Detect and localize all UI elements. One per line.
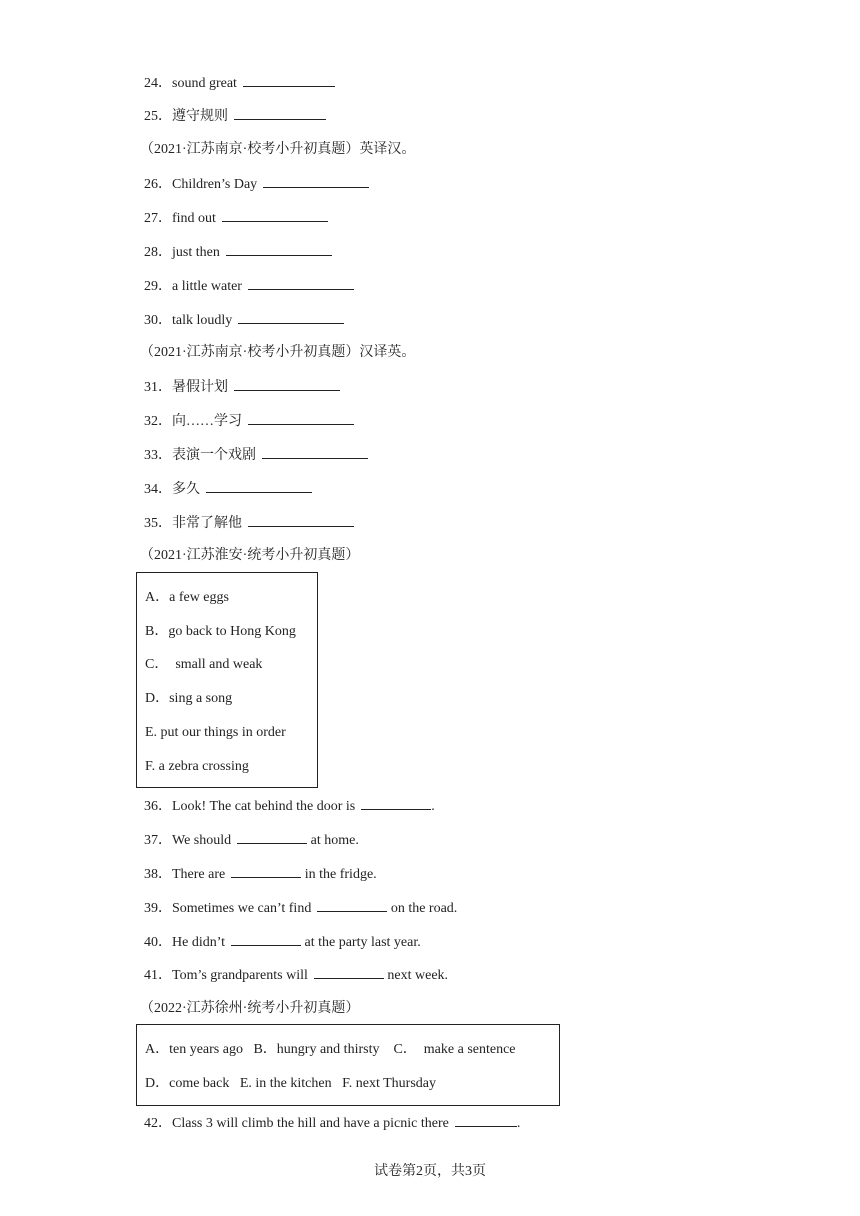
answer-blank[interactable] xyxy=(231,933,301,946)
section-heading-huaian: （2021·江苏淮安·统考小升初真题） xyxy=(140,548,360,563)
word-bank-row: A．ten years ago B．hungry and thirsty C． make a sentence xyxy=(145,1042,516,1057)
question-number: 39． xyxy=(144,901,172,916)
word-bank-option: A．a few eggs xyxy=(145,590,229,605)
question-text: Tom’s grandparents will xyxy=(172,968,308,983)
section-heading-zh-en: （2021·江苏南京·校考小升初真题）汉译英。 xyxy=(140,345,416,360)
page-footer: 试卷第2页，共3页 xyxy=(374,1164,486,1179)
question-40 xyxy=(144,933,421,952)
question-text: We should xyxy=(172,833,232,848)
question-text: Class 3 will climb the hill and have a picnic there xyxy=(172,1116,449,1131)
answer-blank[interactable] xyxy=(237,831,307,844)
question-number: 41． xyxy=(144,968,172,983)
answer-blank[interactable] xyxy=(262,446,368,459)
question-text-end: at the party last year. xyxy=(301,935,421,950)
question-number: 33． xyxy=(144,448,172,463)
answer-blank[interactable] xyxy=(455,1114,517,1127)
answer-blank[interactable] xyxy=(317,899,387,912)
question-26 xyxy=(144,175,369,194)
question-number: 26． xyxy=(144,177,172,192)
question-42 xyxy=(144,1114,520,1133)
word-bank-box-2 xyxy=(136,1024,560,1106)
answer-blank[interactable] xyxy=(248,412,354,425)
question-29 xyxy=(144,277,354,296)
question-41 xyxy=(144,966,448,985)
section-heading-xuzhou: （2022·江苏徐州·统考小升初真题） xyxy=(140,1001,360,1016)
answer-blank[interactable] xyxy=(238,311,344,324)
word-bank-box-1 xyxy=(136,572,318,788)
answer-blank[interactable] xyxy=(231,865,301,878)
question-text-end: on the road. xyxy=(387,901,458,916)
question-text: 暑假计划 xyxy=(172,380,228,395)
question-number: 31． xyxy=(144,380,172,395)
answer-blank[interactable] xyxy=(222,209,328,222)
question-38 xyxy=(144,865,377,884)
question-text: talk loudly xyxy=(172,313,233,328)
question-text: He didn’t xyxy=(172,935,226,950)
question-text: 表演一个戏剧 xyxy=(172,448,256,463)
answer-blank[interactable] xyxy=(314,966,384,979)
question-text: 多久 xyxy=(172,482,200,497)
question-31 xyxy=(144,378,340,397)
question-text: 非常了解他 xyxy=(172,516,242,531)
question-text: sound great xyxy=(172,76,237,91)
word-bank-option: C． small and weak xyxy=(145,657,263,672)
question-number: 30． xyxy=(144,313,172,328)
question-text: find out xyxy=(172,211,216,226)
answer-blank[interactable] xyxy=(226,243,332,256)
answer-blank[interactable] xyxy=(243,74,335,87)
question-number: 38． xyxy=(144,867,172,882)
question-text: a little water xyxy=(172,279,242,294)
question-number: 36． xyxy=(144,799,172,814)
question-32 xyxy=(144,412,354,431)
question-text: 向……学习 xyxy=(172,414,242,429)
question-number: 28． xyxy=(144,245,172,260)
question-number: 42． xyxy=(144,1116,172,1131)
question-text: 遵守规则 xyxy=(172,109,228,124)
question-text: Children’s Day xyxy=(172,177,258,192)
question-28 xyxy=(144,243,332,262)
answer-blank[interactable] xyxy=(234,378,340,391)
question-number: 27． xyxy=(144,211,172,226)
question-30 xyxy=(144,311,344,330)
question-number: 34． xyxy=(144,482,172,497)
question-number: 35． xyxy=(144,516,172,531)
question-number: 37． xyxy=(144,833,172,848)
question-37 xyxy=(144,831,359,850)
section-heading-en-zh: （2021·江苏南京·校考小升初真题）英译汉。 xyxy=(140,142,416,157)
question-number: 29． xyxy=(144,279,172,294)
answer-blank[interactable] xyxy=(234,107,326,120)
question-33 xyxy=(144,446,368,465)
question-34 xyxy=(144,480,312,499)
answer-blank[interactable] xyxy=(206,480,312,493)
question-text: Sometimes we can’t find xyxy=(172,901,312,916)
question-25 xyxy=(144,107,326,126)
question-number: 40． xyxy=(144,935,172,950)
word-bank-option: F. a zebra crossing xyxy=(145,759,249,774)
question-35 xyxy=(144,514,354,533)
answer-blank[interactable] xyxy=(263,175,369,188)
question-text-end: at home. xyxy=(307,833,359,848)
question-text-end: . xyxy=(431,799,435,814)
answer-blank[interactable] xyxy=(248,514,354,527)
question-27 xyxy=(144,209,328,228)
question-24 xyxy=(144,74,335,93)
word-bank-row: D．come back E. in the kitchen F. next Thursday xyxy=(145,1076,436,1091)
answer-blank[interactable] xyxy=(248,277,354,290)
question-39 xyxy=(144,899,457,918)
question-text-end: next week. xyxy=(383,968,449,983)
question-number: 24． xyxy=(144,76,172,91)
word-bank-option: D．sing a song xyxy=(145,691,233,706)
word-bank-option: E. put our things in order xyxy=(145,725,286,740)
question-number: 32． xyxy=(144,414,172,429)
question-text: just then xyxy=(172,245,220,260)
question-number: 25． xyxy=(144,109,172,124)
question-36 xyxy=(144,797,435,816)
question-text: There are xyxy=(172,867,226,882)
word-bank-option: B．go back to Hong Kong xyxy=(145,624,296,639)
answer-blank[interactable] xyxy=(361,797,431,810)
question-text: Look! The cat behind the door is xyxy=(172,799,356,814)
question-text-end: . xyxy=(516,1116,521,1131)
question-text-end: in the fridge. xyxy=(301,867,377,882)
